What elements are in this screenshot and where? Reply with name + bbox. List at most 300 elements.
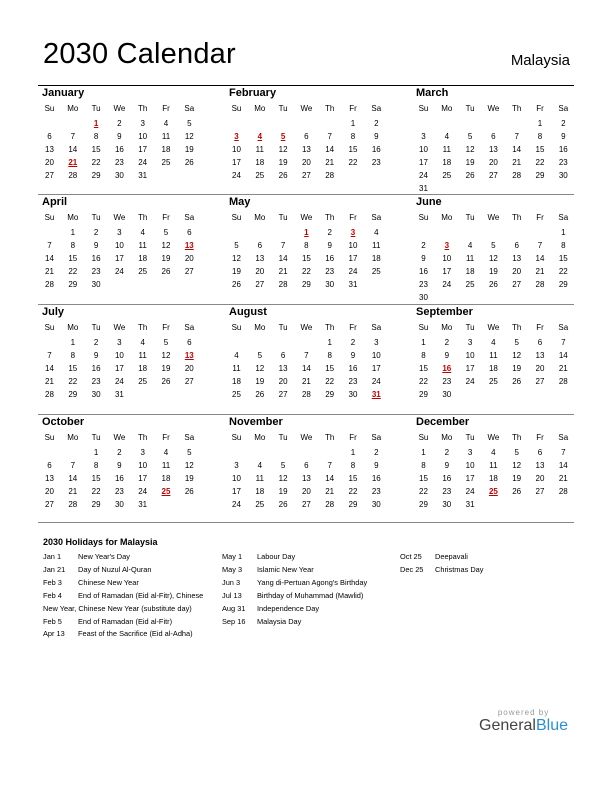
month-row-divider [38, 414, 574, 415]
day-cell: 17 [465, 364, 475, 373]
day-cell: 6 [537, 338, 543, 347]
day-cell: 12 [278, 474, 288, 483]
day-cell: 6 [280, 351, 286, 360]
weekday-header: Sa [184, 433, 195, 442]
day-cell: 28 [45, 390, 54, 399]
weekday-header: Mo [67, 323, 79, 332]
day-cell: 2 [117, 119, 122, 128]
day-cell: 13 [488, 145, 498, 154]
weekday-header: Su [231, 104, 242, 113]
weekday-header: Fr [536, 104, 544, 113]
holiday-date: Feb 4 [43, 590, 62, 600]
day-cell: 7 [327, 132, 332, 141]
day-cell: 22 [91, 158, 101, 167]
day-cell: 8 [350, 461, 356, 470]
day-cell: 11 [161, 461, 171, 470]
day-cell: 26 [512, 377, 522, 386]
holiday-entry [43, 616, 218, 629]
holiday-entry [400, 564, 575, 577]
day-cell: 8 [70, 351, 76, 360]
weekday-header: Su [231, 323, 242, 332]
month-name: June [416, 196, 442, 208]
holiday-entry [43, 628, 218, 641]
day-cell: 2 [374, 448, 379, 457]
day-cell: 30 [325, 280, 335, 289]
day-cell: 20 [278, 377, 288, 386]
day-cell: 30 [114, 500, 124, 509]
day-cell: 4 [140, 338, 145, 347]
weekday-header: Fr [162, 213, 170, 222]
day-cell: 30 [91, 280, 101, 289]
day-cell: 14 [68, 474, 78, 483]
day-cell: 12 [184, 132, 194, 141]
holidays-column-2 [222, 551, 397, 628]
day-cell: 18 [488, 364, 498, 373]
day-cell: 21 [278, 267, 288, 276]
day-cell: 27 [301, 171, 311, 180]
day-cell: 13 [45, 474, 54, 483]
day-cell: 8 [350, 132, 356, 141]
day-cell: 30 [442, 500, 452, 509]
day-cell: 16 [114, 145, 124, 154]
day-cell: 14 [301, 364, 311, 373]
holiday-name: Feast of the Sacrifice (Eid al-Adha) [78, 629, 193, 639]
weekday-header: We [300, 433, 313, 442]
day-cell: 29 [535, 171, 545, 180]
day-cell: 30 [371, 500, 381, 509]
day-cell: 13 [512, 254, 522, 263]
day-cell: 28 [512, 171, 522, 180]
day-cell: 20 [301, 158, 311, 167]
day-cell: 13 [255, 254, 265, 263]
holiday-entry [43, 551, 218, 564]
day-cell: 6 [47, 132, 52, 141]
day-cell: 9 [327, 241, 332, 250]
day-cell: 7 [537, 241, 543, 250]
day-cell: 20 [512, 267, 522, 276]
day-cell: 24 [138, 487, 148, 496]
day-cell: 12 [512, 461, 522, 470]
day-cell: 7 [561, 338, 566, 347]
day-cell: 29 [68, 280, 78, 289]
day-cell: 1 [350, 119, 356, 128]
holiday-name: Independence Day [257, 603, 320, 613]
day-cell: 22 [558, 267, 568, 276]
day-cell: 12 [184, 461, 194, 470]
weekday-header: Fr [162, 433, 170, 442]
day-cell: 9 [93, 351, 99, 360]
day-cell: 17 [114, 254, 124, 263]
weekday-header: Mo [441, 433, 453, 442]
day-cell: 5 [491, 241, 496, 250]
month-july [38, 306, 220, 414]
day-cell: 16 [558, 145, 568, 154]
day-cell: 26 [465, 171, 475, 180]
holiday-date: Aug 31 [222, 603, 246, 613]
day-cell: 14 [325, 145, 335, 154]
day-cell: 11 [465, 254, 475, 263]
day-cell: 15 [348, 474, 358, 483]
day-cell: 21 [45, 377, 54, 386]
day-cell: 23 [442, 377, 452, 386]
weekday-header: Tu [465, 433, 475, 442]
day-cell: 27 [45, 500, 54, 509]
day-cell: 1 [350, 448, 356, 457]
day-cell: 15 [419, 364, 428, 373]
day-cell: 18 [161, 474, 171, 483]
day-cell: 8 [304, 241, 309, 250]
weekday-header: Mo [67, 104, 79, 113]
holiday-date: Jun 3 [222, 577, 241, 587]
day-cell: 3 [467, 448, 473, 457]
day-cell: 5 [163, 228, 169, 237]
day-cell: 20 [535, 474, 545, 483]
holiday-name: Day of Nuzul Al-Quran [78, 564, 152, 574]
day-cell: 18 [255, 487, 265, 496]
brand-name-part2: Blue [535, 717, 568, 734]
day-cell: 22 [68, 377, 78, 386]
day-cell: 27 [301, 500, 311, 509]
weekday-header: Mo [441, 213, 453, 222]
holiday-entry [222, 590, 397, 603]
weekday-header: Mo [254, 323, 266, 332]
day-cell: 2 [444, 448, 450, 457]
day-cell: 20 [45, 487, 54, 496]
day-cell: 16 [114, 474, 124, 483]
day-cell: 7 [280, 241, 286, 250]
day-cell: 21 [301, 377, 311, 386]
weekday-header: Th [325, 433, 335, 442]
day-cell: 8 [93, 132, 99, 141]
day-cell: 25 [465, 280, 475, 289]
day-cell: 23 [419, 280, 428, 289]
day-cell: 21 [558, 364, 568, 373]
day-cell: 10 [465, 351, 475, 360]
day-cell: 2 [93, 338, 99, 347]
holiday-day: 3 [350, 228, 356, 237]
day-cell: 12 [278, 145, 288, 154]
day-cell: 3 [117, 228, 122, 237]
day-cell: 15 [348, 145, 358, 154]
month-october [38, 416, 220, 524]
day-cell: 29 [301, 280, 311, 289]
day-cell: 24 [232, 171, 241, 180]
country-name: Malaysia [510, 52, 570, 69]
day-cell: 22 [68, 267, 78, 276]
day-cell: 16 [348, 364, 358, 373]
weekday-header: Sa [371, 213, 382, 222]
weekday-header: Su [44, 104, 55, 113]
day-cell: 27 [184, 377, 194, 386]
weekday-header: We [113, 104, 126, 113]
day-cell: 20 [488, 158, 498, 167]
holiday-entry [222, 577, 397, 590]
holiday-name: End of Ramadan (Eid al-Fitr) [78, 616, 173, 626]
day-cell: 3 [140, 119, 145, 128]
weekday-header: Sa [558, 323, 569, 332]
holiday-date: Jul 13 [222, 590, 242, 600]
day-cell: 11 [161, 132, 171, 141]
month-december [412, 416, 594, 524]
day-cell: 20 [45, 158, 54, 167]
brand-name-part1: General [479, 717, 536, 734]
weekday-header: We [300, 104, 313, 113]
day-cell: 27 [535, 487, 545, 496]
month-june [412, 196, 594, 304]
weekday-header: Su [418, 323, 429, 332]
weekday-header: Sa [184, 213, 195, 222]
day-cell: 29 [68, 390, 78, 399]
day-cell: 1 [421, 338, 426, 347]
day-cell: 20 [184, 364, 194, 373]
day-cell: 25 [161, 158, 171, 167]
day-cell: 13 [535, 461, 545, 470]
day-cell: 28 [325, 500, 335, 509]
day-cell: 3 [234, 461, 239, 470]
day-cell: 28 [558, 487, 568, 496]
weekday-header: Su [418, 104, 429, 113]
day-cell: 13 [535, 351, 545, 360]
day-cell: 22 [419, 377, 428, 386]
month-name: September [416, 306, 473, 318]
day-cell: 5 [187, 119, 192, 128]
day-cell: 19 [278, 158, 288, 167]
weekday-header: Su [418, 213, 429, 222]
weekday-header: Fr [162, 323, 170, 332]
day-cell: 10 [232, 145, 241, 154]
day-cell: 11 [489, 351, 498, 360]
day-cell: 23 [114, 158, 124, 167]
day-cell: 19 [512, 364, 522, 373]
day-cell: 2 [350, 338, 356, 347]
day-cell: 25 [232, 390, 241, 399]
day-cell: 11 [489, 461, 498, 470]
month-row-divider [38, 304, 574, 305]
day-cell: 9 [117, 132, 122, 141]
day-cell: 16 [325, 254, 335, 263]
day-cell: 6 [187, 338, 192, 347]
weekday-header: Sa [371, 433, 382, 442]
day-cell: 26 [512, 487, 522, 496]
day-cell: 29 [91, 171, 101, 180]
day-cell: 13 [301, 474, 311, 483]
day-cell: 26 [184, 158, 194, 167]
month-name: January [42, 87, 85, 99]
day-cell: 4 [163, 448, 169, 457]
day-cell: 29 [91, 500, 101, 509]
day-cell: 24 [371, 377, 381, 386]
day-cell: 30 [442, 390, 452, 399]
weekday-header: We [487, 433, 500, 442]
holiday-day: 16 [442, 364, 452, 373]
day-cell: 6 [537, 448, 543, 457]
day-cell: 26 [161, 377, 171, 386]
day-cell: 29 [558, 280, 568, 289]
day-cell: 18 [488, 474, 498, 483]
day-cell: 2 [561, 119, 566, 128]
day-cell: 27 [45, 171, 54, 180]
weekday-header: Fr [536, 213, 544, 222]
day-cell: 7 [304, 351, 309, 360]
day-cell: 1 [537, 119, 543, 128]
weekday-header: Tu [465, 213, 475, 222]
holiday-day: 5 [280, 132, 286, 141]
day-cell: 28 [325, 171, 335, 180]
weekday-header: Fr [349, 213, 357, 222]
day-cell: 9 [117, 461, 122, 470]
day-cell: 23 [91, 377, 101, 386]
day-cell: 11 [442, 145, 451, 154]
weekday-header: Tu [91, 104, 101, 113]
day-cell: 4 [234, 351, 239, 360]
holiday-day: 1 [93, 119, 99, 128]
day-cell: 9 [350, 351, 356, 360]
holiday-name: Labour Day [257, 552, 296, 561]
day-cell: 5 [234, 241, 239, 250]
day-cell: 30 [114, 171, 124, 180]
day-cell: 4 [374, 228, 379, 237]
day-cell: 19 [255, 377, 265, 386]
weekday-header: Fr [162, 104, 170, 113]
day-cell: 17 [138, 474, 148, 483]
holiday-name: Deepavali [435, 552, 468, 561]
day-cell: 22 [348, 158, 358, 167]
page-title: 2030 Calendar [43, 38, 236, 70]
holiday-entry [400, 551, 575, 564]
day-cell: 17 [138, 145, 148, 154]
day-cell: 1 [93, 448, 99, 457]
weekday-header: Su [231, 213, 242, 222]
holiday-day: 31 [371, 390, 381, 399]
day-cell: 4 [140, 228, 145, 237]
day-cell: 19 [161, 364, 171, 373]
weekday-header: Mo [254, 433, 266, 442]
weekday-header: Sa [184, 323, 195, 332]
day-cell: 9 [374, 461, 379, 470]
day-cell: 12 [232, 254, 241, 263]
day-cell: 21 [68, 487, 78, 496]
day-cell: 24 [465, 377, 475, 386]
calendar-bottom-divider [38, 522, 574, 523]
weekday-header: Mo [67, 433, 79, 442]
day-cell: 17 [114, 364, 124, 373]
weekday-header: Su [418, 433, 429, 442]
weekday-header: We [487, 104, 500, 113]
month-name: August [229, 306, 267, 318]
day-cell: 1 [327, 338, 332, 347]
day-cell: 24 [419, 171, 428, 180]
weekday-header: Tu [278, 433, 288, 442]
month-september [412, 306, 594, 414]
day-cell: 11 [255, 145, 264, 154]
day-cell: 30 [91, 390, 101, 399]
weekday-header: Th [138, 213, 148, 222]
day-cell: 2 [327, 228, 332, 237]
weekday-header: Sa [558, 104, 569, 113]
day-cell: 31 [348, 280, 358, 289]
holiday-entry [222, 564, 397, 577]
day-cell: 15 [68, 254, 78, 263]
day-cell: 26 [278, 500, 288, 509]
day-cell: 14 [325, 474, 335, 483]
day-cell: 9 [421, 254, 426, 263]
day-cell: 5 [163, 338, 169, 347]
holiday-day: 25 [161, 487, 171, 496]
month-name: October [42, 416, 85, 428]
day-cell: 4 [491, 448, 496, 457]
day-cell: 12 [488, 254, 498, 263]
weekday-header: Th [138, 104, 148, 113]
day-cell: 14 [45, 364, 54, 373]
weekday-header: Su [231, 433, 242, 442]
day-cell: 12 [161, 241, 171, 250]
day-cell: 13 [278, 364, 288, 373]
day-cell: 27 [535, 377, 545, 386]
weekday-header: Fr [536, 323, 544, 332]
holidays-column-3 [400, 551, 575, 577]
day-cell: 24 [442, 280, 452, 289]
weekday-header: Mo [441, 323, 453, 332]
day-cell: 10 [371, 351, 381, 360]
weekday-header: Tu [465, 104, 475, 113]
day-cell: 8 [421, 351, 426, 360]
day-cell: 13 [301, 145, 311, 154]
holidays-column-1 [43, 551, 218, 641]
month-january [38, 87, 220, 195]
holiday-name: End of Ramadan (Eid al-Fitr), Chinese New Year, Chinese New Year (substitute day) [43, 590, 204, 613]
day-cell: 21 [45, 267, 54, 276]
day-cell: 26 [488, 280, 498, 289]
weekday-header: Tu [278, 323, 288, 332]
weekday-header: Tu [91, 323, 101, 332]
day-cell: 10 [138, 461, 148, 470]
brand-logo [479, 708, 568, 735]
weekday-header: Mo [67, 213, 79, 222]
day-cell: 29 [419, 500, 428, 509]
day-cell: 1 [70, 228, 76, 237]
day-cell: 18 [138, 364, 148, 373]
day-cell: 11 [372, 241, 381, 250]
day-cell: 28 [45, 280, 54, 289]
day-cell: 31 [419, 184, 428, 193]
day-cell: 24 [114, 267, 124, 276]
day-cell: 18 [232, 377, 241, 386]
day-cell: 6 [304, 461, 309, 470]
day-cell: 31 [114, 390, 124, 399]
holiday-date: May 1 [222, 552, 243, 561]
day-cell: 18 [138, 254, 148, 263]
holiday-day: 25 [488, 487, 498, 496]
day-cell: 23 [91, 267, 101, 276]
weekday-header: Th [138, 323, 148, 332]
day-cell: 18 [161, 145, 171, 154]
day-cell: 24 [465, 487, 475, 496]
day-cell: 6 [257, 241, 263, 250]
day-cell: 8 [93, 461, 99, 470]
holiday-name: Malaysia Day [257, 616, 302, 626]
day-cell: 24 [232, 500, 241, 509]
day-cell: 23 [325, 267, 335, 276]
day-cell: 9 [374, 132, 379, 141]
month-name: November [229, 416, 283, 428]
weekday-header: Sa [558, 213, 569, 222]
day-cell: 3 [421, 132, 426, 141]
weekday-header: We [300, 323, 313, 332]
day-cell: 12 [512, 351, 522, 360]
day-cell: 30 [348, 390, 358, 399]
day-cell: 19 [278, 487, 288, 496]
day-cell: 13 [45, 145, 54, 154]
